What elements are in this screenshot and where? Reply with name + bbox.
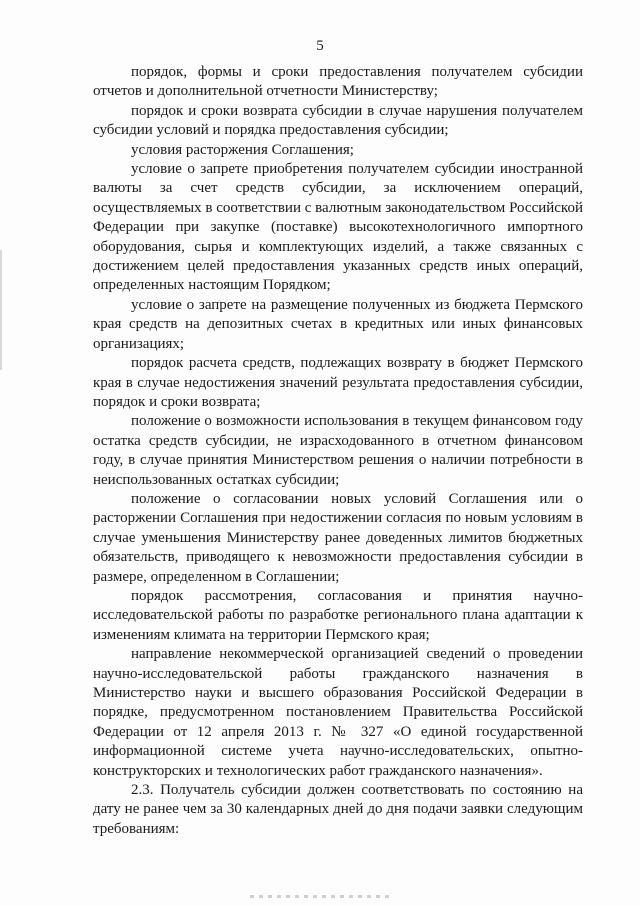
paragraph-return-calculation: порядок расчета средств, подлежащих возврату в бюджет Пермского края в случае недостижения значений результата предоставления субсидии, порядок и сроки возврата; bbox=[93, 355, 583, 410]
paragraph-section-2-3: 2.3. Получатель субсидии должен соответствовать по состоянию на дату не ранее чем за 30 календарных дней до дня подачи заявки следующим требованиям: bbox=[93, 782, 583, 837]
paragraph-research-notification: направление некоммерческой организацией сведений о проведении научно-исследовательской работы гражданского назначения в Министерство науки и высшего образования Российской Федерации в порядке, предусмотренном постановлением Правительства Российской Федерации от 12 апреля 2013 г. № 327 «О единой государственной информационной системе учета научно-исследовательских, опытно-конструкторских и технологических работ гражданского назначения». bbox=[93, 646, 583, 779]
paragraph-termination: условия расторжения Соглашения; bbox=[131, 141, 354, 158]
scan-bottom-artifact bbox=[250, 895, 390, 898]
paragraph-remaining-funds: положение о возможности использования в текущем финансовом году остатка средств субсидии, не израсходованного в отчетном финансовом году, в случае принятия Министерством решения о наличии потребности в неиспользованных остатках субсидии; bbox=[93, 413, 583, 488]
paragraph-new-conditions: положение о согласовании новых условий Соглашения или о расторжении Соглашения при недостижении согласия по новым условиям в случае уменьшения Министерству ранее доведенных лимитов бюджетных обязательств, приводящего к невозможности предоставления субсидии в размере, определенном в Соглашении; bbox=[93, 490, 583, 585]
paragraph-return-on-violation: порядок и сроки возврата субсидии в случае нарушения получателем субсидии условий и порядка предоставления субсидии; bbox=[93, 102, 583, 139]
paragraph-deposit-ban: условие о запрете на размещение полученных из бюджета Пермского края средств на депозитных счетах в кредитных или иных финансовых организациях; bbox=[93, 296, 583, 352]
paragraph-foreign-currency-ban: условие о запрете приобретения получателем субсидии иностранной валюты за счет средств субсидии, за исключением операций, осуществляемых в соответствии с валютным законодательством Российской Федерации при закупке (поставке) высокотехнологичного импортного оборудования, сырья и комплектующих изделий, а также связанных с достижением целей предоставления указанных средств иных операций, определенных настоящим Порядком; bbox=[93, 161, 583, 294]
document-body bbox=[93, 63, 583, 839]
page-number: 5 bbox=[316, 38, 324, 54]
paragraph-research-review: порядок рассмотрения, согласования и принятия научно-исследовательской работы по разработке регионального плана адаптации к изменениям климата на территории Пермского края; bbox=[93, 587, 583, 643]
paragraph-reporting: порядок, формы и сроки предоставления получателем субсидии отчетов и дополнительной отчетности Министерству; bbox=[93, 64, 583, 100]
scan-edge-mark bbox=[0, 250, 2, 370]
